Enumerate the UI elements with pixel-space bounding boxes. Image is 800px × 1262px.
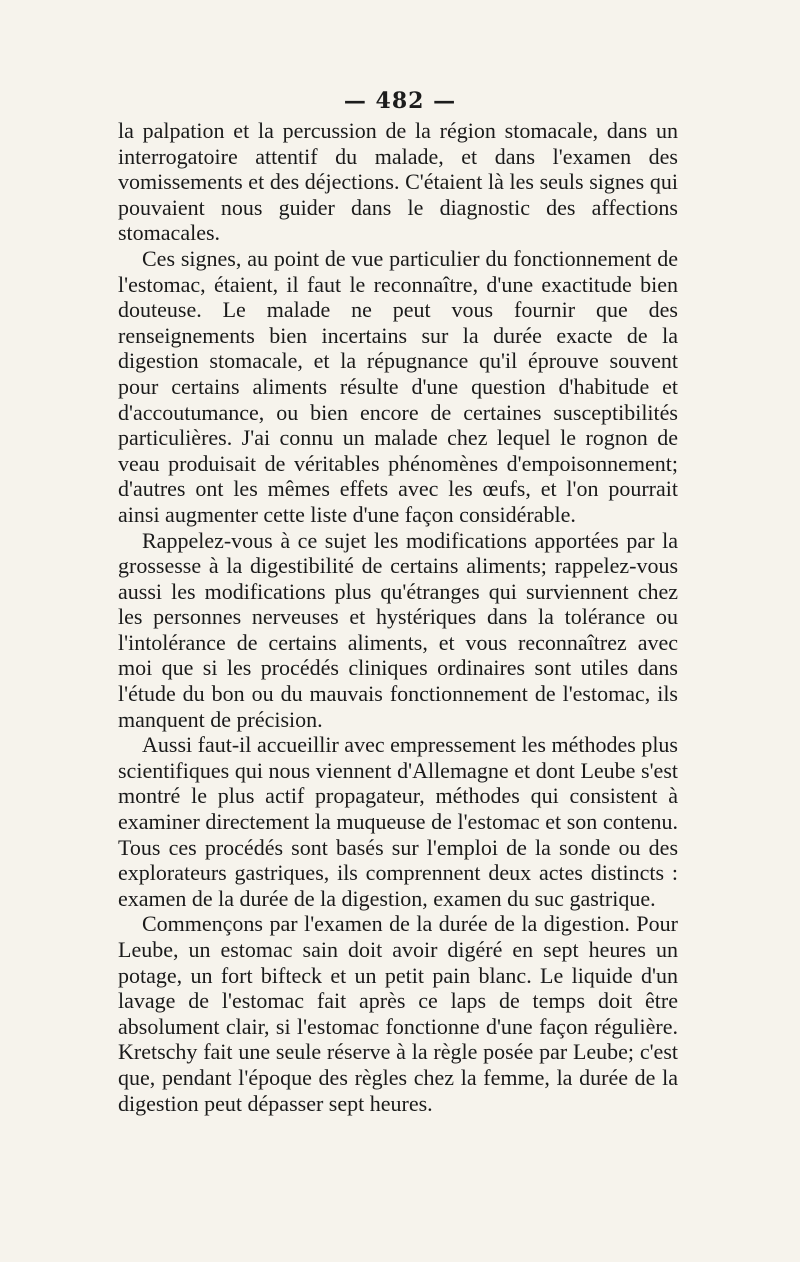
paragraph-4: Aussi faut-il accueillir avec empressement les méthodes plus scientifiques qui nous viennent d'Allemagne et dont Leube s'est montré le plus actif propagateur, méthodes qui consistent à examiner directement la muqueuse de l'estomac et son contenu. Tous ces procédés sont basés sur l'emploi de la sonde ou des explorateurs gastriques, ils comprennent deux actes distincts : examen de la durée de la digestion, examen du suc gastrique.	[118, 732, 678, 911]
page-number: — 482 —	[343, 88, 457, 114]
paragraph-3: Rappelez-vous à ce sujet les modifications apportées par la grossesse à la digestibilité de certains aliments; rappelez-vous aussi les modifications plus qu'étranges qui surviennent chez les personnes nerveuses et hystériques dans la tolérance ou l'intolérance de certains aliments, et vous reconnaîtrez avec moi que si les procédés cliniques ordinaires sont utiles dans l'étude du bon ou du mauvais fonctionnement de l'estomac, ils manquent de précision.	[118, 527, 678, 732]
body-text	[118, 118, 678, 1116]
paragraph-2: Ces signes, au point de vue particulier du fonctionnement de l'estomac, étaient, il faut le reconnaître, d'une exactitude bien douteuse. Le malade ne peut vous fournir que des renseignements bien incertains sur la durée exacte de la digestion stomacale, et la répugnance qu'il éprouve souvent pour certains aliments résulte d'une question d'habitude et d'accoutumance, ou bien encore de certaines susceptibilités particulières. J'ai connu un malade chez lequel le rognon de veau produisait de véritables phénomènes d'empoisonnement; d'autres ont les mêmes effets avec les œufs, et l'on pourrait ainsi augmenter cette liste d'une façon considérable.	[118, 245, 678, 527]
paragraph-5: Commençons par l'examen de la durée de la digestion. Pour Leube, un estomac sain doit avoir digéré en sept heures un potage, un fort bifteck et un petit pain blanc. Le liquide d'un lavage de l'estomac fait après ce laps de temps doit être absolument clair, si l'estomac fonctionne d'une façon régulière. Kretschy fait une seule réserve à la règle posée par Leube; c'est que, pendant l'époque des règles chez la femme, la durée de la digestion peut dépasser sept heures.	[118, 911, 678, 1116]
paragraph-1: la palpation et la percussion de la région stomacale, dans un interrogatoire attentif du malade, et dans l'examen des vomissements et des déjections. C'étaient là les seuls signes qui pouvaient nous guider dans le diagnostic des affections stomacales.	[118, 118, 678, 246]
